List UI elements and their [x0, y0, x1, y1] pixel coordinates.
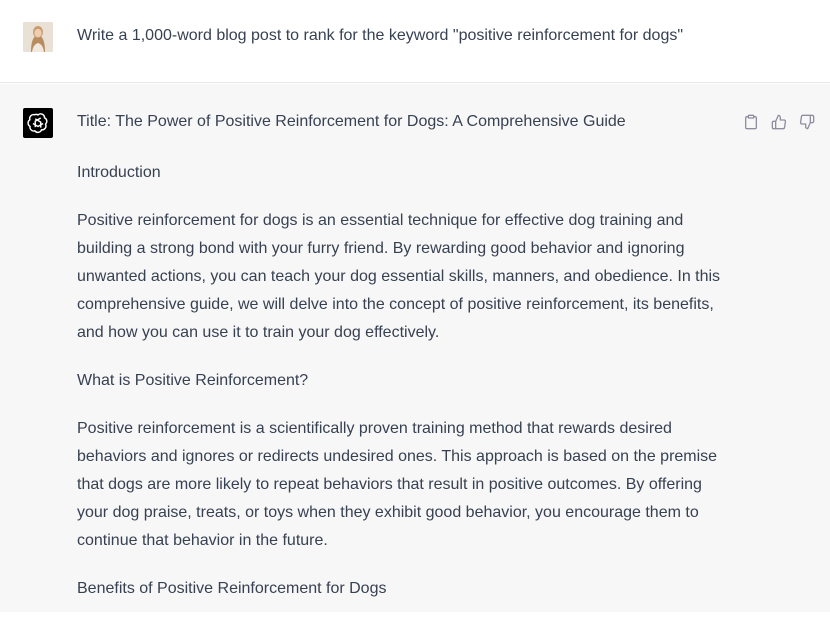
assistant-avatar	[23, 108, 53, 138]
introduction-heading: Introduction	[77, 164, 161, 181]
user-message-text: Write a 1,000-word blog post to rank for the keyword "positive reinforcement for dogs"	[77, 27, 684, 44]
thumbs-up-icon	[771, 114, 787, 130]
user-avatar-photo-icon	[23, 22, 53, 52]
introduction-paragraph: Positive reinforcement for dogs is an essential technique for effective dog training and building a strong bond with your furry friend. By rewarding good behavior and ignoring unwanted actions, you can teach your dog essential skills, manners, and obedience. In this comprehensive guide, we will delve into the concept of positive reinforcement, its benefits, and how you can use it to train your dog effectively.	[77, 212, 721, 341]
benefits-heading: Benefits of Positive Reinforcement for Dogs	[77, 580, 387, 597]
message-actions	[742, 112, 820, 132]
blog-title: Title: The Power of Positive Reinforcement for Dogs: A Comprehensive Guide	[77, 113, 626, 130]
openai-logo-icon	[27, 112, 49, 134]
clipboard-icon	[743, 114, 759, 130]
thumbs-up-button[interactable]	[770, 113, 788, 131]
assistant-message-content	[77, 111, 722, 623]
assistant-message-row	[0, 84, 830, 612]
copy-button[interactable]	[742, 113, 760, 131]
user-avatar	[23, 22, 53, 52]
what-is-paragraph: Positive reinforcement is a scientifically proven training method that rewards desired behaviors and ignores or redirects undesired ones. This approach is based on the premise that dogs are more likely to repeat behaviors that result in positive outcomes. By offering your dog praise, treats, or toys when they exhibit good behavior, you encourage them to continue that behavior in the future.	[77, 420, 718, 549]
thumbs-down-button[interactable]	[798, 113, 816, 131]
what-is-heading: What is Positive Reinforcement?	[77, 372, 309, 389]
thumbs-down-icon	[799, 114, 815, 130]
user-message-row	[0, 0, 830, 83]
